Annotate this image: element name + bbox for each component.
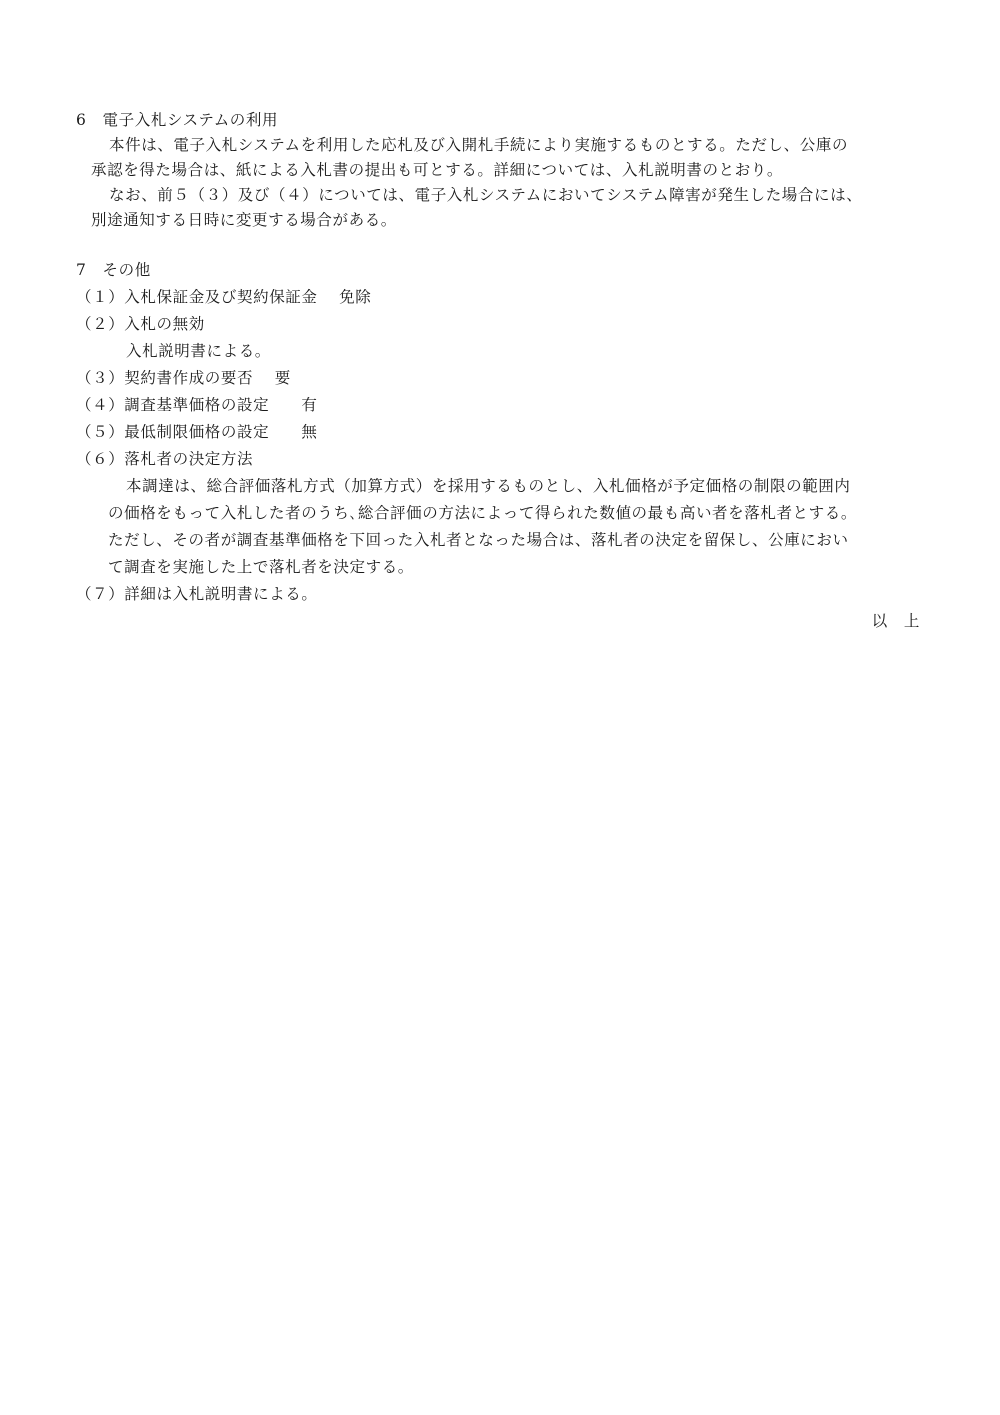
section6-paragraph2-line1: なお、前５（３）及び（４）については、電子入札システムにおいてシステム障害が発生した場合には、 [109, 186, 863, 204]
section7-item2-detail: 入札説明書による。 [126, 342, 271, 360]
section7-item7: （７）詳細は入札説明書による。 [76, 585, 318, 603]
section6-heading: 6 電子入札システムの利用 [76, 111, 279, 129]
section7-item1: （１）入札保証金及び契約保証金 免除 [76, 288, 372, 306]
section7-item6: （６）落札者の決定方法 [76, 450, 254, 468]
section7-item5: （５）最低制限価格の設定 無 [76, 423, 318, 441]
section6-paragraph1-line1: 本件は、電子入札システムを利用した応札及び入開札手続により実施するものとする。ただし、公庫の [109, 136, 849, 154]
section7-item6-line2: の価格をもって入札した者のうち､総合評価の方法によって得られた数値の最も高い者を落札者とする。 [108, 504, 857, 522]
closing-mark: 以 上 [871, 612, 920, 630]
section6-paragraph2-line2: 別途通知する日時に変更する場合がある。 [91, 211, 397, 229]
section7-item3: （３）契約書作成の要否 要 [76, 369, 291, 387]
section7-item6-line4: て調査を実施した上で落札者を決定する。 [108, 558, 414, 576]
section7-heading: 7 その他 [76, 261, 151, 279]
section6-paragraph1-line2: 承認を得た場合は、紙による入札書の提出も可とする。詳細については、入札説明書のとおり。 [91, 161, 783, 179]
section7-item4: （４）調査基準価格の設定 有 [76, 396, 318, 414]
section7-item6-line1: 本調達は、総合評価落札方式（加算方式）を採用するものとし、入札価格が予定価格の制限の範囲内 [126, 477, 851, 495]
section7-item2: （２）入札の無効 [76, 315, 205, 333]
section7-item6-line3: ただし、その者が調査基準価格を下回った入札者となった場合は、落札者の決定を留保し、公庫におい [108, 531, 849, 549]
